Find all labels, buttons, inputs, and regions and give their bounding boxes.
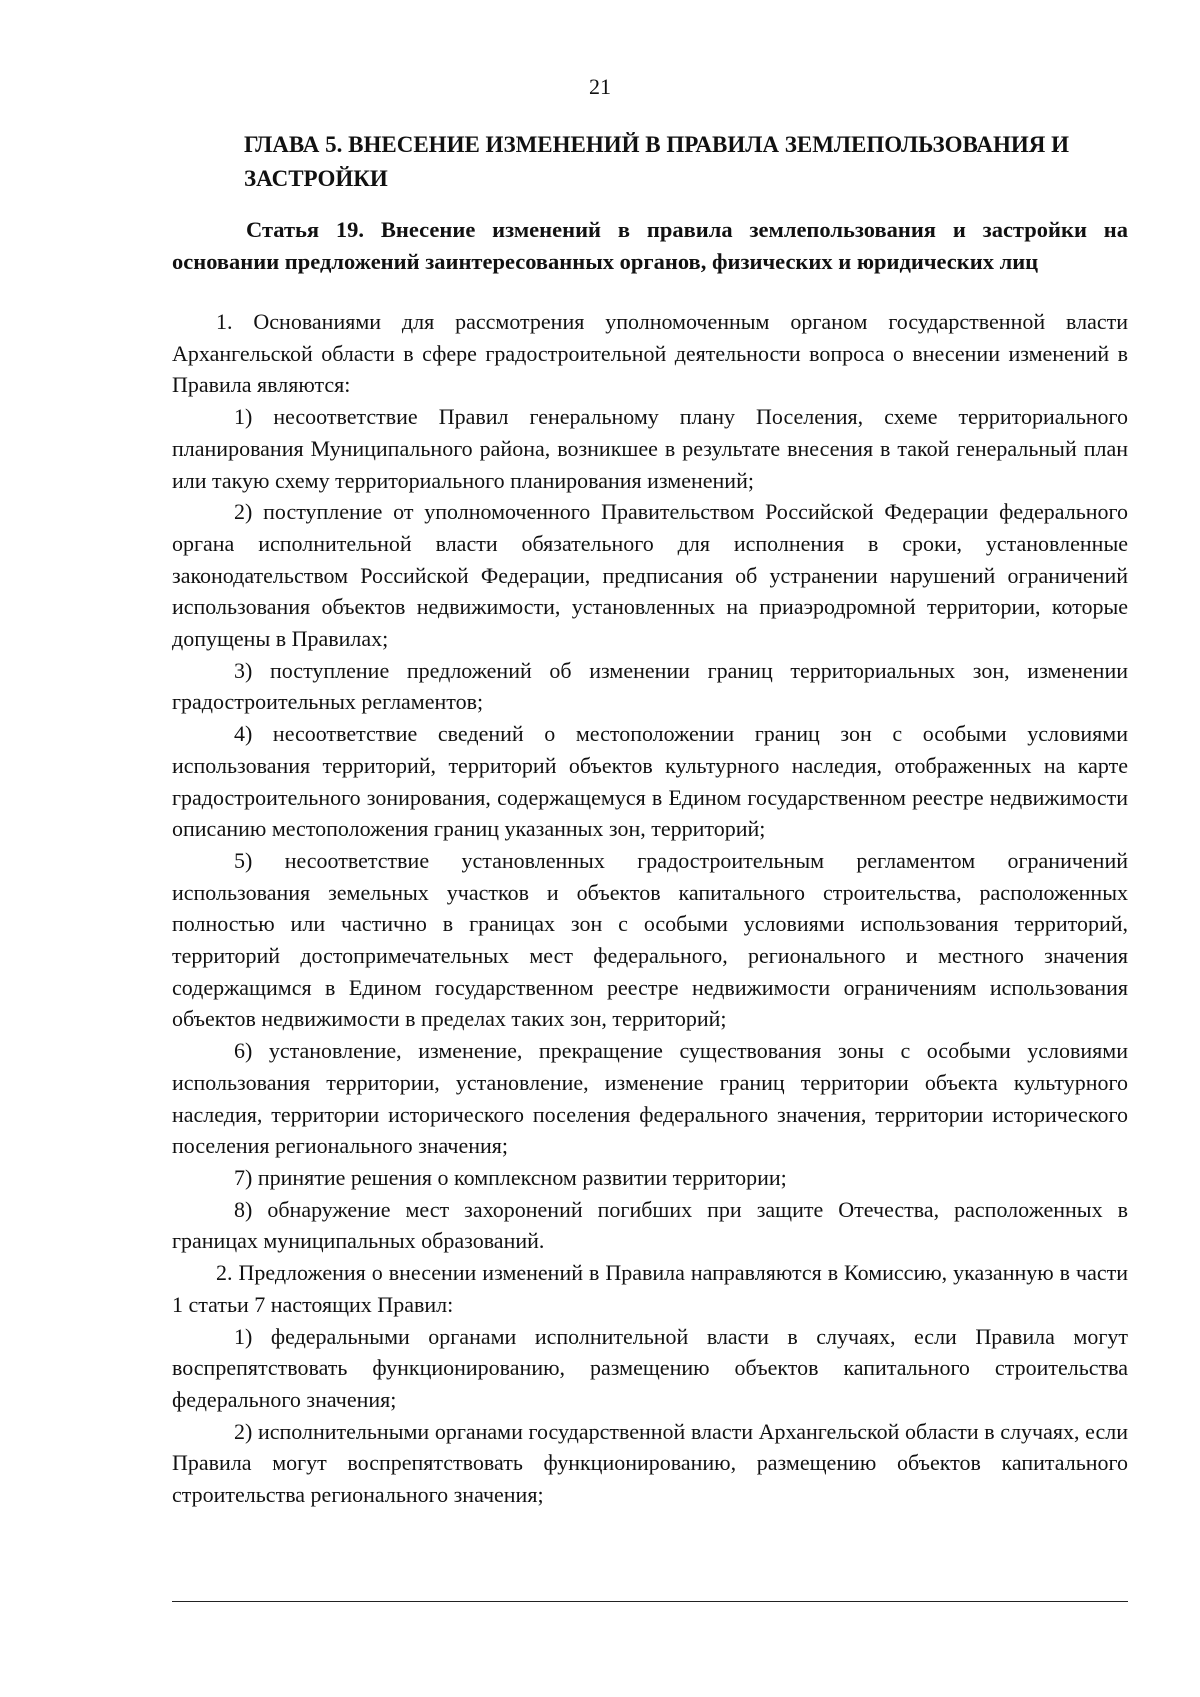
list-item: 4) несоответствие сведений о местоположении границ зон с особыми условиями использования территорий, территорий объектов культурного наследия, отображенных на карте градостроительного зонирования, содержащемуся в Едином государственном реестре недвижимости описанию местоположения границ указанных зон, территорий; bbox=[172, 721, 1128, 842]
paragraph-1: 1. Основаниями для рассмотрения уполномоченным органом государственной власти Архангельской области в сфере градостроительной деятельности вопроса о внесении изменений в Правила являются: bbox=[172, 309, 1128, 398]
page-number: 21 bbox=[589, 74, 611, 99]
document-body bbox=[172, 306, 1128, 1511]
paragraph-2: 2. Предложения о внесении изменений в Правила направляются в Комиссию, указанную в части 1 статьи 7 настоящих Правил: bbox=[172, 1260, 1128, 1317]
chapter-title: ГЛАВА 5. ВНЕСЕНИЕ ИЗМЕНЕНИЙ В ПРАВИЛА ЗЕМЛЕПОЛЬЗОВАНИЯ И ЗАСТРОЙКИ bbox=[244, 132, 1070, 191]
list-item: 2) поступление от уполномоченного Правительством Российской Федерации федерального органа исполнительной власти обязательного для исполнения в сроки, установленные законодательством Российской Федерации, предписания об устранении нарушений ограничений использования объектов недвижимости, установленных на приаэродромной территории, которые допущены в Правилах; bbox=[172, 499, 1128, 652]
list-item: 1) федеральными органами исполнительной власти в случаях, если Правила могут воспрепятствовать функционированию, размещению объектов капитального строительства федерального значения; bbox=[172, 1323, 1128, 1412]
list-item: 1) несоответствие Правил генеральному плану Поселения, схеме территориального планирования Муниципального района, возникшее в результате внесения в такой генеральный план или такую схему территориального планирования изменений; bbox=[172, 404, 1128, 493]
list-item: 3) поступление предложений об изменении границ территориальных зон, изменении градостроительных регламентов; bbox=[172, 657, 1128, 715]
article-title: Статья 19. Внесение изменений в правила землепользования и застройки на основании предложений заинтересованных органов, физических и юридических лиц bbox=[172, 217, 1128, 274]
list-item: 8) обнаружение мест захоронений погибших при защите Отечества, расположенных в границах муниципальных образований. bbox=[172, 1196, 1128, 1254]
list-item: 5) несоответствие установленных градостроительным регламентом ограничений использования земельных участков и объектов капитального строительства, расположенных полностью или частично в границах зон с особыми условиями использования территорий, территорий достопримечательных мест федерального, регионального и местного значения содержащимся в Едином государственном реестре недвижимости ограничениям использования объектов недвижимости в пределах таких зон, территорий; bbox=[172, 847, 1128, 1032]
list-item: 7) принятие решения о комплексном развитии территории; bbox=[234, 1164, 787, 1190]
footer-divider bbox=[172, 1601, 1128, 1602]
list-item: 2) исполнительными органами государственной власти Архангельской области в случаях, если Правила могут воспрепятствовать функционированию, размещению объектов капитального строительства регионального значения; bbox=[172, 1418, 1128, 1508]
list-item: 6) установление, изменение, прекращение существования зоны с особыми условиями использования территории, установление, изменение границ территории объекта культурного наследия, территории исторического поселения федерального значения, территории исторического поселения регионального значения; bbox=[172, 1038, 1128, 1159]
